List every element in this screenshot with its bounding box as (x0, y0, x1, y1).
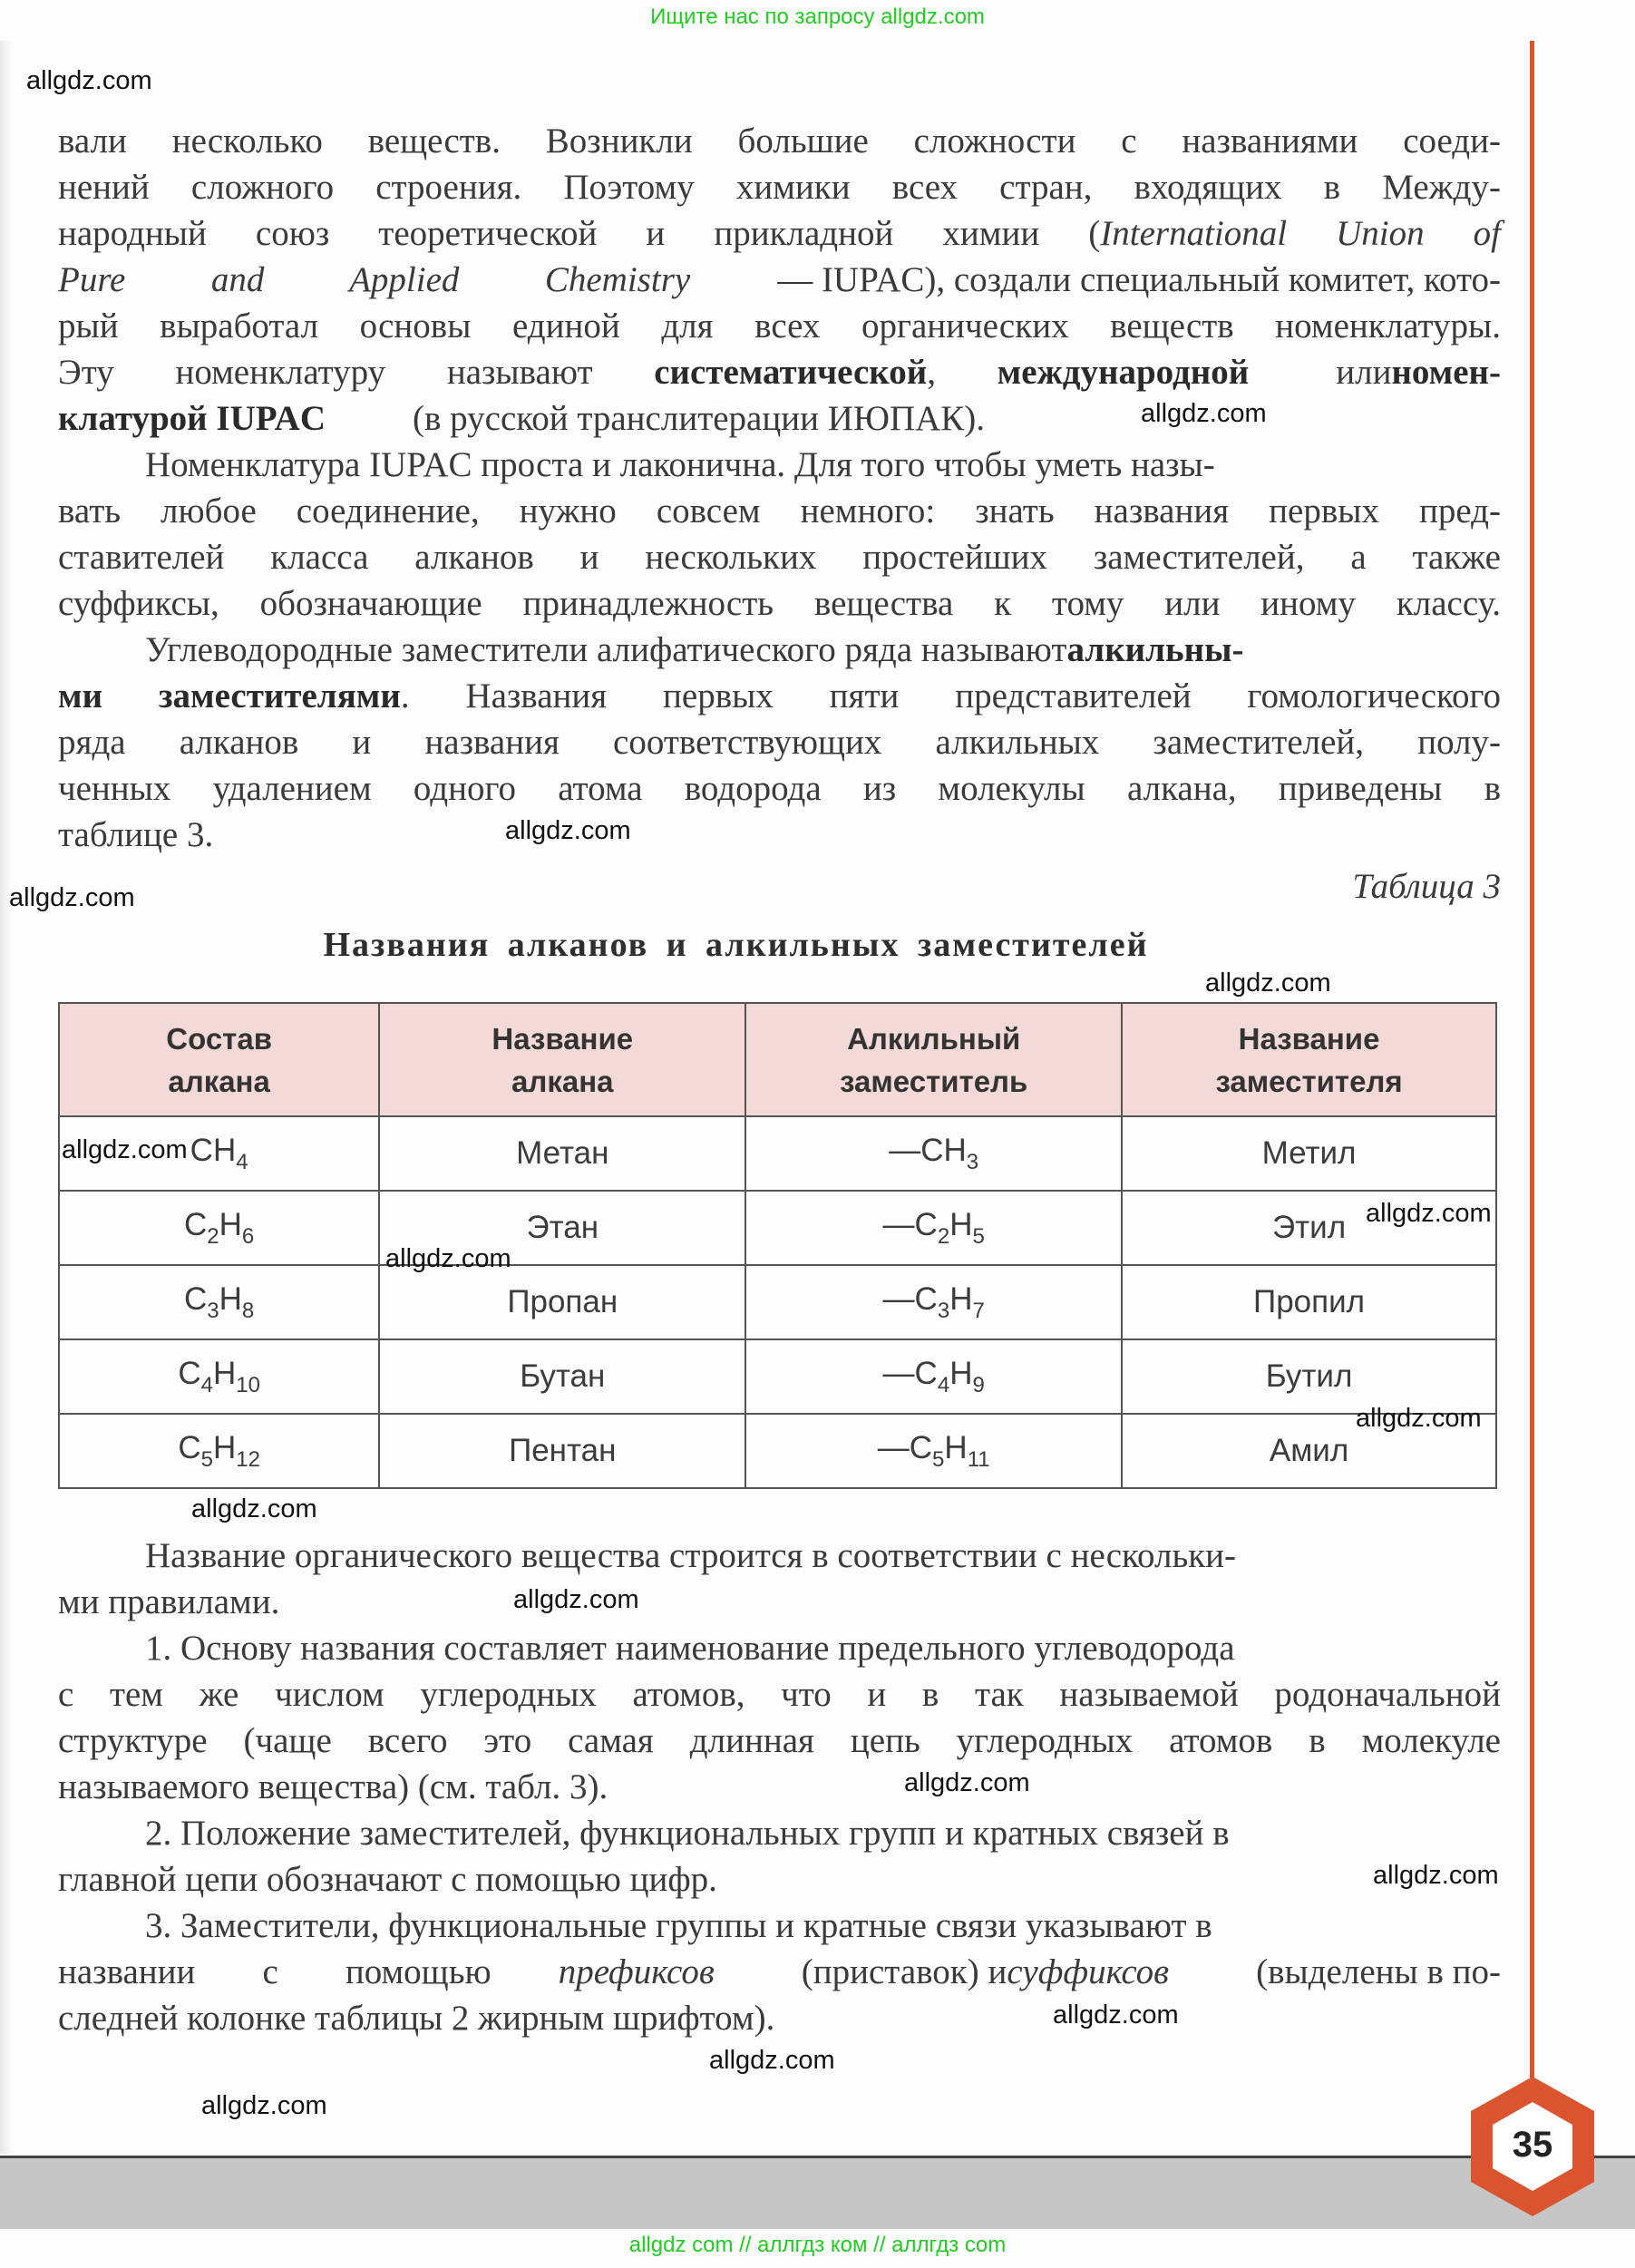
alkane-formula-cell (59, 1339, 379, 1414)
text-segment: ми заместителями (58, 677, 401, 715)
column-header (745, 1003, 1122, 1116)
text-segment: вали несколько веществ. Возникли большие сложности с названиями соеди- (58, 122, 1501, 161)
margin-rule (1530, 41, 1534, 2117)
text-line (58, 1810, 1501, 1856)
column-header-line: Название (1238, 1021, 1380, 1056)
watermark: allgdz.com (201, 2091, 327, 2120)
alkane-name-cell: Этан (379, 1191, 745, 1265)
watermark: allgdz.com (904, 1768, 1030, 1797)
formula-symbol: —C (889, 1132, 944, 1168)
text-segment: — IUPAC), создали специальный комитет, кото- (777, 260, 1501, 299)
text-segment: называемого вещества) (см. табл. 3). (58, 1767, 608, 1806)
text-segment: International Union of (1100, 214, 1501, 253)
column-header-line: Состав (166, 1021, 272, 1056)
table-title: Названия алканов и алкильных заместителей (323, 926, 1149, 964)
page-number: 35 (1512, 2125, 1553, 2165)
text-line (58, 580, 1501, 627)
table-row (59, 1191, 1496, 1265)
watermark: allgdz.com (385, 1244, 511, 1273)
formula-symbol: H (212, 1132, 237, 1168)
formula-subscript: 11 (967, 1446, 990, 1472)
text-line (58, 257, 1501, 303)
alkyl-formula-cell (745, 1116, 1122, 1191)
text-segment: (приставок) и (801, 1952, 1007, 1991)
formula-symbol: —C (882, 1206, 938, 1242)
column-header (59, 1003, 379, 1116)
formula-symbol: H (219, 1280, 242, 1317)
text-line (58, 1625, 1501, 1671)
watermark: allgdz.com (62, 1135, 188, 1164)
formula-subscript: 3 (207, 1298, 219, 1323)
text-segment: (выделены в по- (1256, 1952, 1501, 1991)
column-header-line: Алкильный (847, 1021, 1021, 1056)
text-segment: суффиксов (1007, 1952, 1170, 1991)
text-segment: народный союз теоретической и прикладной химии ( (58, 214, 1101, 253)
text-segment: Эту номенклатуру называют (58, 353, 655, 392)
formula-symbol: C (190, 1132, 213, 1168)
formula-symbol: C (183, 1206, 208, 1242)
formula-subscript: 10 (236, 1372, 260, 1397)
text-segment: ряда алканов и названия соответствующих алкильных заместителей, полу- (58, 723, 1501, 762)
watermark: allgdz.com (1366, 1199, 1492, 1228)
alkyl-name-cell: Пропил (1122, 1265, 1496, 1339)
watermark: allgdz.com (26, 66, 152, 95)
text-segment: главной цепи обозначают с помощью цифр. (58, 1860, 717, 1899)
text-line (58, 534, 1501, 580)
text-segment: Название органического вещества строится в соответствии с нескольки- (145, 1536, 1237, 1575)
watermark-bottom[interactable]: allgdz com // аллгдз ком // аллгдз com (628, 2233, 1007, 2257)
text-segment: рый выработал основы единой для всех органических веществ номенклатуры. (58, 307, 1501, 346)
column-header-line: Название (491, 1021, 634, 1056)
text-line (58, 442, 1501, 488)
footer-band (0, 2156, 1635, 2229)
formula-symbol: C (178, 1429, 201, 1465)
table-row (59, 1414, 1496, 1488)
formula-subscript: 3 (937, 1298, 950, 1323)
formula-subscript: 5 (972, 1223, 985, 1249)
column-header-line: алкана (511, 1064, 614, 1098)
alkyl-formula-cell (745, 1339, 1122, 1414)
text-segment: . Названия первых пяти представителей гомологического (400, 677, 1501, 715)
text-segment: 3. Заместители, функциональные группы и кратные связи указывают в (145, 1906, 1212, 1945)
formula-subscript: 4 (200, 1372, 213, 1397)
watermark: allgdz.com (709, 2046, 835, 2075)
text-segment: названии с помощью (58, 1952, 559, 1991)
watermark: allgdz.com (1141, 399, 1267, 428)
text-segment: 2. Положение заместителей, функциональных групп и кратных связей в (145, 1814, 1230, 1853)
formula-symbol: —C (882, 1355, 938, 1391)
text-line (58, 1995, 1501, 2041)
formula-symbol: H (212, 1429, 237, 1465)
alkane-name-cell: Пропан (379, 1265, 745, 1339)
column-header-line: алкана (168, 1064, 270, 1098)
alkane-formula-cell (59, 1414, 379, 1488)
table-row (59, 1339, 1496, 1414)
formula-subscript: 2 (207, 1223, 219, 1249)
column-header (1122, 1003, 1496, 1116)
formula-symbol: H (949, 1355, 973, 1391)
text-segment: , (927, 353, 998, 392)
text-segment: международной (997, 353, 1250, 392)
text-segment: Номенклатура IUPAC проста и лаконична. Для того чтобы уметь назы- (145, 445, 1215, 484)
text-segment: клатурой IUPAC (58, 399, 326, 438)
formula-symbol: H (949, 1206, 973, 1242)
alkyl-formula-cell (745, 1191, 1122, 1265)
text-segment: алкильны- (1066, 630, 1244, 669)
text-segment: следней колонке таблицы 2 жирным шрифтом). (58, 1999, 775, 2038)
column-header-line: заместитель (840, 1064, 1028, 1098)
text-line (58, 812, 1501, 858)
alkyl-name-cell: Метил (1122, 1116, 1496, 1191)
table-caption: Таблица 3 (1352, 867, 1501, 906)
alkane-name-cell: Бутан (379, 1339, 745, 1414)
watermark: allgdz.com (1053, 2000, 1179, 2030)
text-segment: структуре (чаще всего это самая длинная цепь углеродных атомов в молекуле (58, 1721, 1501, 1760)
text-segment: суффиксы, обозначающие принадлежность вещества к тому или иному классу. (58, 584, 1501, 623)
column-header (379, 1003, 745, 1116)
text-line (58, 395, 1501, 442)
column-header-line: заместителя (1215, 1064, 1403, 1098)
watermark-top[interactable]: Ищите нас по запросу allgdz.com (650, 5, 985, 29)
formula-symbol: C (183, 1280, 208, 1317)
formula-symbol: —C (877, 1429, 933, 1465)
text-segment: ченных удалением одного атома водорода из молекулы алкана, приведены в (58, 769, 1501, 808)
text-segment: нений сложного строения. Поэтому химики всех стран, входящих в Между- (58, 168, 1501, 207)
formula-subscript: 4 (236, 1149, 248, 1174)
watermark: allgdz.com (1205, 969, 1331, 998)
watermark: allgdz.com (1356, 1404, 1482, 1433)
text-segment: префиксов (558, 1952, 715, 1991)
text-line (58, 1856, 1501, 1903)
formula-symbol: C (178, 1355, 201, 1391)
formula-subscript: 7 (972, 1298, 985, 1323)
formula-symbol: H (212, 1355, 237, 1391)
watermark: allgdz.com (9, 883, 135, 912)
text-line (58, 1579, 1501, 1625)
table-row (59, 1116, 1496, 1191)
formula-symbol: H (944, 1429, 968, 1465)
alkane-name-cell: Метан (379, 1116, 745, 1191)
alkane-formula-cell (59, 1191, 379, 1265)
text-segment: ми правилами. (58, 1582, 280, 1621)
text-segment: систематической (654, 353, 928, 392)
text-segment: ставителей класса алканов и нескольких простейших заместителей, а также (58, 538, 1501, 577)
formula-subscript: 5 (200, 1446, 213, 1472)
text-segment: Углеводородные заместители алифатического ряда называют (145, 630, 1067, 669)
formula-subscript: 12 (236, 1446, 260, 1472)
alkane-formula-cell (59, 1265, 379, 1339)
text-line (58, 673, 1501, 719)
table-row (59, 1265, 1496, 1339)
text-segment: вать любое соединение, нужно совсем немного: знать названия первых пред- (58, 492, 1501, 530)
watermark: allgdz.com (191, 1494, 317, 1523)
formula-symbol: H (943, 1132, 967, 1168)
alkyl-name-cell: Бутил (1122, 1339, 1496, 1414)
alkanes-table (58, 1002, 1497, 1489)
text-line (58, 303, 1501, 349)
formula-subscript: 2 (937, 1223, 950, 1249)
text-segment: с тем же числом углеродных атомов, что и в так называемой родоначальной (58, 1675, 1501, 1714)
text-line (58, 1903, 1501, 1949)
alkane-name-cell: Пентан (379, 1414, 745, 1488)
text-line (58, 1671, 1501, 1718)
text-line (58, 164, 1501, 210)
text-segment: или (1336, 353, 1392, 392)
watermark: allgdz.com (505, 816, 631, 845)
formula-subscript: 8 (241, 1298, 255, 1323)
page-edge (0, 41, 13, 2154)
watermark: allgdz.com (513, 1585, 639, 1614)
formula-symbol: H (219, 1206, 242, 1242)
table-header-row (59, 1003, 1496, 1116)
text-segment: (в русской транслитерации ИЮПАК). (413, 399, 986, 438)
text-line (58, 1949, 1501, 1995)
alkyl-name-cell: Этил (1122, 1191, 1496, 1265)
formula-subscript: 6 (241, 1223, 255, 1249)
formula-subscript: 9 (972, 1372, 985, 1397)
formula-subscript: 3 (966, 1149, 979, 1174)
formula-symbol: —C (882, 1280, 938, 1317)
text-line (58, 210, 1501, 257)
text-segment: номен- (1391, 353, 1502, 392)
text-line (58, 627, 1501, 673)
text-line (58, 719, 1501, 765)
text-segment: таблице 3. (58, 815, 214, 854)
formula-symbol: H (949, 1280, 973, 1317)
text-line (58, 488, 1501, 534)
formula-subscript: 5 (932, 1446, 945, 1472)
text-line (58, 118, 1501, 164)
text-line (58, 765, 1501, 812)
text-line (58, 1718, 1501, 1764)
alkyl-formula-cell (745, 1265, 1122, 1339)
alkyl-name-cell: Амил (1122, 1414, 1496, 1488)
text-segment: 1. Основу названия составляет наименование предельного углеводорода (145, 1629, 1235, 1668)
watermark: allgdz.com (1373, 1861, 1499, 1890)
text-line (58, 1533, 1501, 1579)
text-line (58, 1764, 1501, 1810)
alkyl-formula-cell (745, 1414, 1122, 1488)
text-segment: Pure and Applied Chemistry (58, 260, 691, 299)
text-line (58, 349, 1501, 395)
formula-subscript: 4 (937, 1372, 950, 1397)
